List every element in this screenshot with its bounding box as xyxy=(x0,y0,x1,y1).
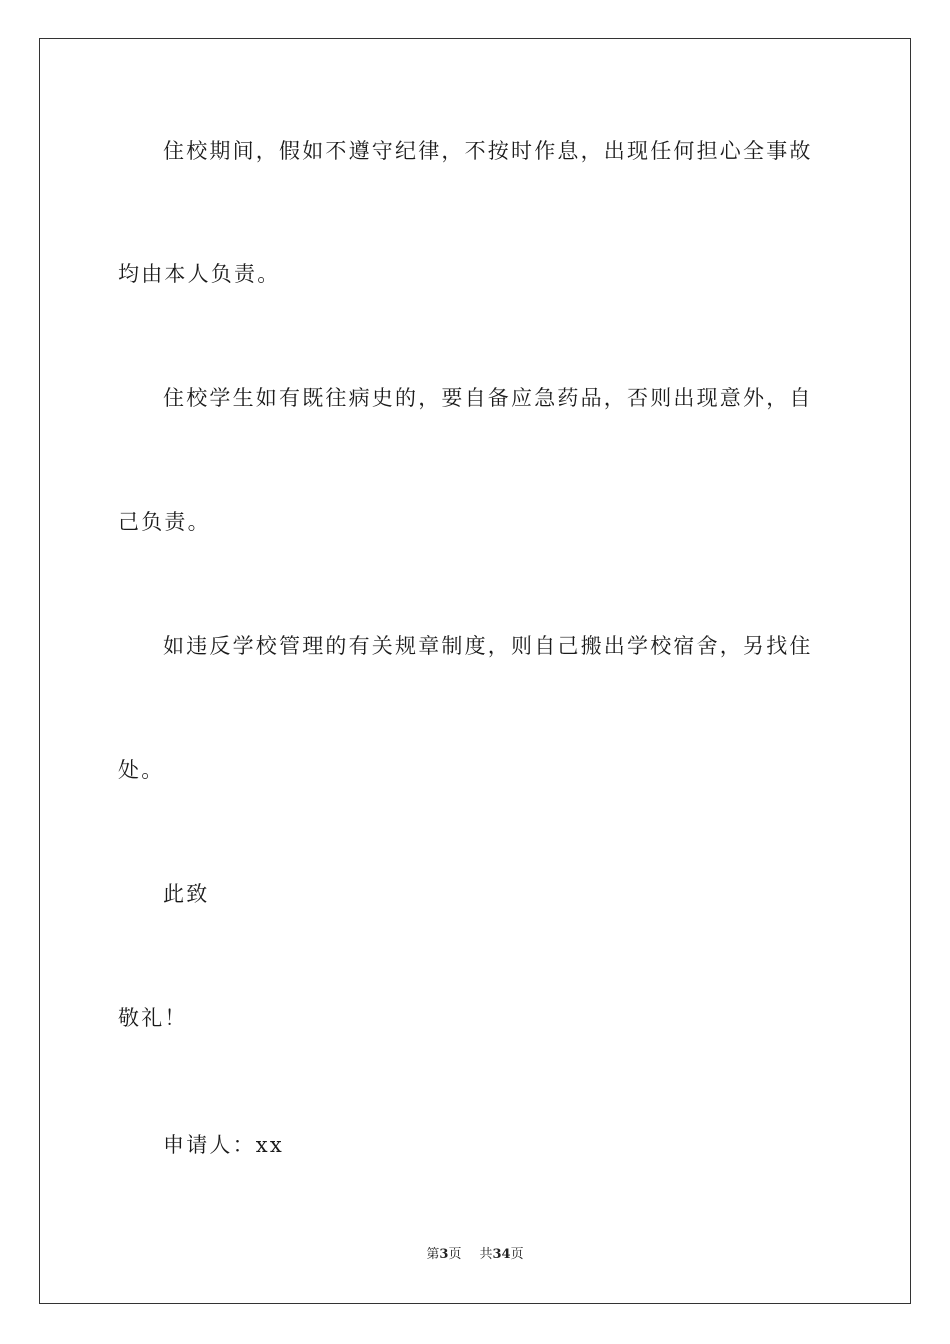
paragraph-1-line-1: 住校期间，假如不遵守纪律，不按时作息，出现任何担心全事故 xyxy=(163,139,813,163)
page-border xyxy=(39,38,911,1304)
total-prefix: 共 xyxy=(479,1247,493,1262)
closing-text: 此致 xyxy=(163,882,210,906)
salute-text: 敬礼！ xyxy=(118,1006,188,1030)
paragraph-3-line-2: 处。 xyxy=(118,758,165,782)
page-number: 3 xyxy=(439,1247,449,1262)
total-suffix: 页 xyxy=(510,1247,524,1262)
page-prefix: 第 xyxy=(426,1247,440,1262)
page-footer xyxy=(0,1246,950,1264)
paragraph-3-line-1: 如违反学校管理的有关规章制度，则自己搬出学校宿舍，另找住 xyxy=(163,634,813,658)
page-suffix: 页 xyxy=(448,1247,462,1262)
paragraph-1-line-2: 均由本人负责。 xyxy=(118,262,281,286)
total-pages: 34 xyxy=(492,1247,511,1262)
applicant-signature: 申请人：xx xyxy=(163,1133,284,1157)
paragraph-2-line-1: 住校学生如有既往病史的，要自备应急药品，否则出现意外，自 xyxy=(163,386,813,410)
paragraph-2-line-2: 己负责。 xyxy=(118,510,211,534)
